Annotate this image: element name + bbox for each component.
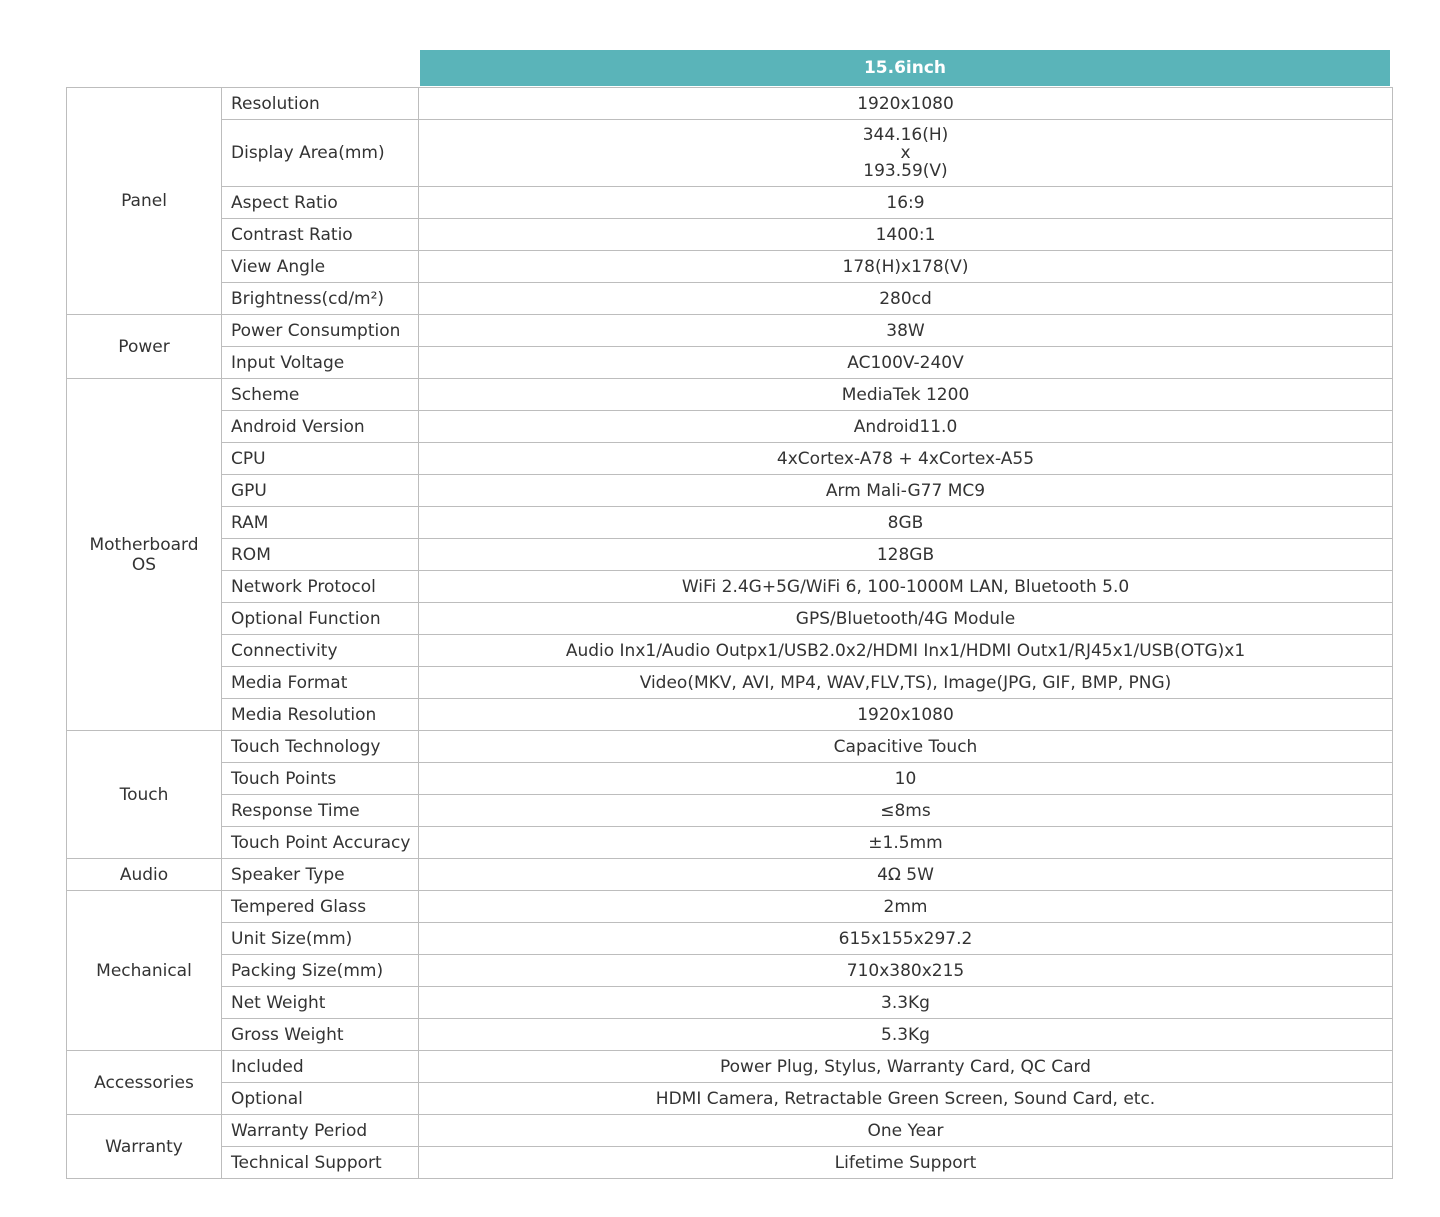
- spec-label: ROM: [222, 539, 419, 571]
- spec-value: GPS/Bluetooth/4G Module: [419, 603, 1393, 635]
- spec-label: Input Voltage: [222, 347, 419, 379]
- spec-label: Touch Point Accuracy: [222, 827, 419, 859]
- table-row: [67, 923, 1393, 955]
- spec-label: Aspect Ratio: [222, 187, 419, 219]
- spec-value: 38W: [419, 315, 1393, 347]
- category-power: Power: [67, 315, 222, 379]
- category-mechanical: Mechanical: [67, 891, 222, 1051]
- category-panel: Panel: [67, 88, 222, 315]
- table-row: [67, 699, 1393, 731]
- table-row: [67, 635, 1393, 667]
- spec-value: Capacitive Touch: [419, 731, 1393, 763]
- spec-label: View Angle: [222, 251, 419, 283]
- table-row: [67, 955, 1393, 987]
- spec-label: CPU: [222, 443, 419, 475]
- spec-label: Resolution: [222, 88, 419, 120]
- table-row: [67, 1147, 1393, 1179]
- spec-value: 5.3Kg: [419, 1019, 1393, 1051]
- table-row: [67, 120, 1393, 187]
- spec-value: 4Ω 5W: [419, 859, 1393, 891]
- spec-label: Contrast Ratio: [222, 219, 419, 251]
- spec-label: Technical Support: [222, 1147, 419, 1179]
- spec-label: Brightness(cd/m²): [222, 283, 419, 315]
- spec-label: Included: [222, 1051, 419, 1083]
- spec-label: Tempered Glass: [222, 891, 419, 923]
- table-row: [67, 891, 1393, 923]
- spec-label: Packing Size(mm): [222, 955, 419, 987]
- spec-value: 4xCortex-A78 + 4xCortex-A55: [419, 443, 1393, 475]
- table-row: [67, 1019, 1393, 1051]
- spec-label: Touch Points: [222, 763, 419, 795]
- spec-value: Video(MKV, AVI, MP4, WAV,FLV,TS), Image(JPG, GIF, BMP, PNG): [419, 667, 1393, 699]
- table-row: [67, 1115, 1393, 1147]
- spec-label: Connectivity: [222, 635, 419, 667]
- spec-value: 3.3Kg: [419, 987, 1393, 1019]
- spec-value: Lifetime Support: [419, 1147, 1393, 1179]
- spec-label: Scheme: [222, 379, 419, 411]
- table-row: [67, 443, 1393, 475]
- spec-value: ≤8ms: [419, 795, 1393, 827]
- table-row: [67, 251, 1393, 283]
- category-touch: Touch: [67, 731, 222, 859]
- display-area-h: 344.16(H): [862, 125, 949, 145]
- spec-label: Net Weight: [222, 987, 419, 1019]
- table-row: [67, 379, 1393, 411]
- table-row: [67, 88, 1393, 120]
- table-row: [67, 987, 1393, 1019]
- spec-label: Response Time: [222, 795, 419, 827]
- spec-value: 10: [419, 763, 1393, 795]
- spec-label: Android Version: [222, 411, 419, 443]
- spec-label: Power Consumption: [222, 315, 419, 347]
- table-row: [67, 187, 1393, 219]
- table-row: [67, 219, 1393, 251]
- spec-value: 1400:1: [419, 219, 1393, 251]
- category-motherboard-os: [67, 379, 222, 731]
- spec-label: GPU: [222, 475, 419, 507]
- spec-value: 178(H)x178(V): [419, 251, 1393, 283]
- table-row: [67, 667, 1393, 699]
- spec-label: Speaker Type: [222, 859, 419, 891]
- spec-value: 16:9: [419, 187, 1393, 219]
- spec-value: ±1.5mm: [419, 827, 1393, 859]
- table-row: [67, 731, 1393, 763]
- category-os-line: OS: [131, 554, 157, 575]
- table-row: [67, 1083, 1393, 1115]
- spec-value: One Year: [419, 1115, 1393, 1147]
- display-area-x: x: [900, 143, 911, 163]
- table-row: [67, 603, 1393, 635]
- table-row: [67, 859, 1393, 891]
- table-row: [67, 315, 1393, 347]
- category-accessories: Accessories: [67, 1051, 222, 1115]
- spec-label: Media Format: [222, 667, 419, 699]
- spec-label: Optional: [222, 1083, 419, 1115]
- spec-value: 615x155x297.2: [419, 923, 1393, 955]
- table-row: [67, 475, 1393, 507]
- spec-value: Audio Inx1/Audio Outpx1/USB2.0x2/HDMI Inx1/HDMI Outx1/RJ45x1/USB(OTG)x1: [419, 635, 1393, 667]
- category-audio: Audio: [67, 859, 222, 891]
- spec-value: Arm Mali-G77 MC9: [419, 475, 1393, 507]
- category-motherboard-line: Motherboard: [89, 534, 199, 555]
- spec-value: 1920x1080: [419, 88, 1393, 120]
- spec-value: HDMI Camera, Retractable Green Screen, Sound Card, etc.: [419, 1083, 1393, 1115]
- spec-label: Optional Function: [222, 603, 419, 635]
- table-row: [67, 763, 1393, 795]
- table-row: [67, 347, 1393, 379]
- spec-label: Network Protocol: [222, 571, 419, 603]
- spec-value: [419, 120, 1393, 187]
- table-row: [67, 283, 1393, 315]
- table-row: [67, 411, 1393, 443]
- display-area-v: 193.59(V): [863, 161, 948, 181]
- table-row: [67, 795, 1393, 827]
- table-row: [67, 571, 1393, 603]
- spec-value: 2mm: [419, 891, 1393, 923]
- table-row: [67, 1051, 1393, 1083]
- spec-value: WiFi 2.4G+5G/WiFi 6, 100-1000M LAN, Bluetooth 5.0: [419, 571, 1393, 603]
- table-row: [67, 539, 1393, 571]
- spec-value: MediaTek 1200: [419, 379, 1393, 411]
- spec-label: Touch Technology: [222, 731, 419, 763]
- spec-value: 8GB: [419, 507, 1393, 539]
- spec-value: 710x380x215: [419, 955, 1393, 987]
- spec-table: [66, 87, 1393, 1179]
- spec-value: Power Plug, Stylus, Warranty Card, QC Card: [419, 1051, 1393, 1083]
- table-row: [67, 507, 1393, 539]
- spec-label: RAM: [222, 507, 419, 539]
- spec-value: 1920x1080: [419, 699, 1393, 731]
- spec-label: Display Area(mm): [222, 120, 419, 187]
- spec-value: 128GB: [419, 539, 1393, 571]
- spec-label: Media Resolution: [222, 699, 419, 731]
- model-header: 15.6inch: [420, 50, 1390, 86]
- spec-label: Gross Weight: [222, 1019, 419, 1051]
- category-warranty: Warranty: [67, 1115, 222, 1179]
- spec-label: Unit Size(mm): [222, 923, 419, 955]
- table-row: [67, 827, 1393, 859]
- spec-label: Warranty Period: [222, 1115, 419, 1147]
- spec-value: 280cd: [419, 283, 1393, 315]
- spec-value: Android11.0: [419, 411, 1393, 443]
- spec-value: AC100V-240V: [419, 347, 1393, 379]
